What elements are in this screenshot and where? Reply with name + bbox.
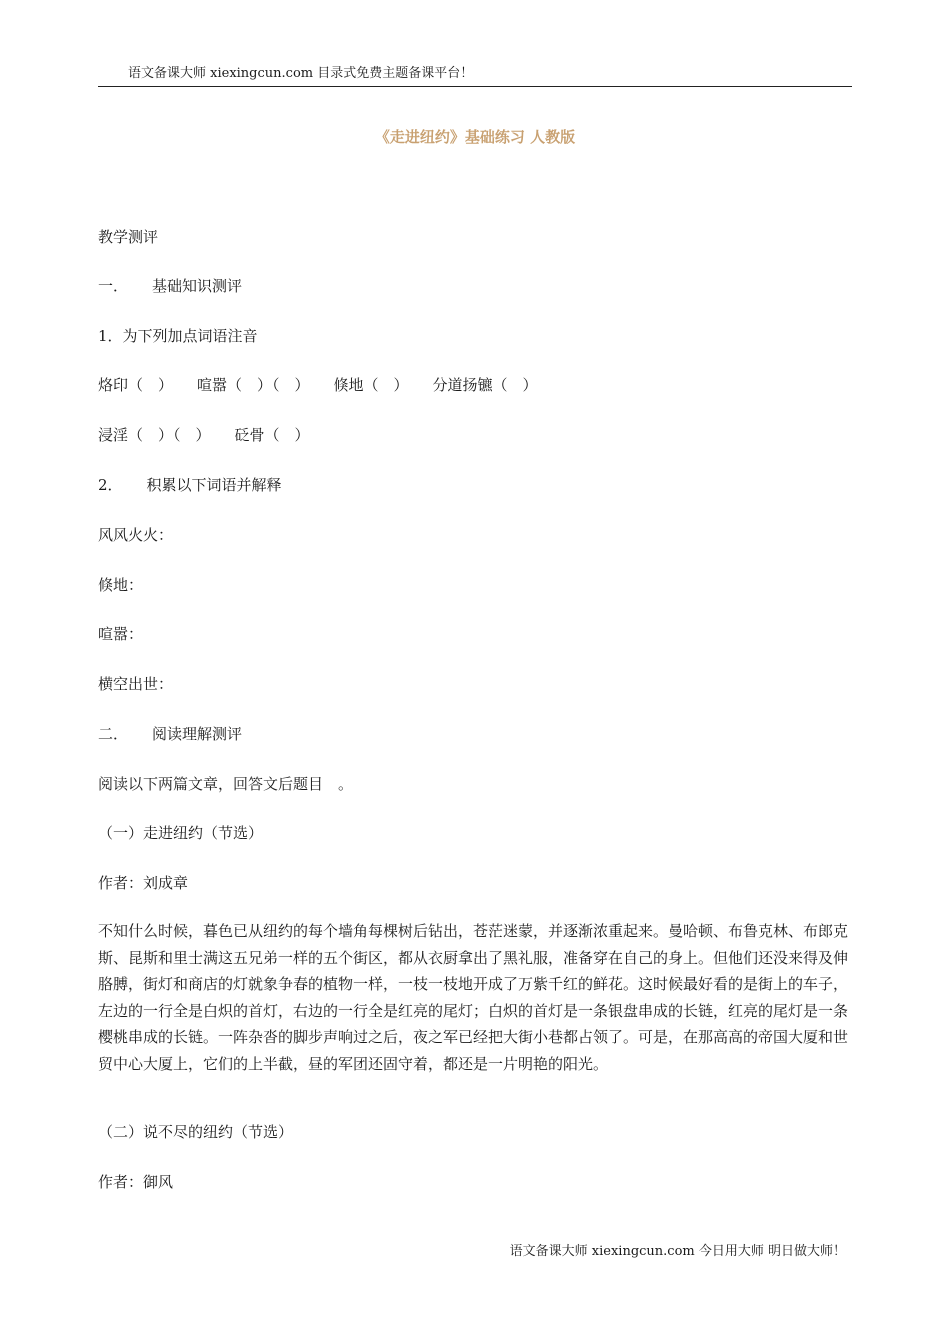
article-2-title: （二）说不尽的纽约（节选）: [98, 1123, 294, 1141]
question-2-title: 积累以下词语并解释: [146, 476, 282, 494]
article-1-title: （一）走进纽约（节选）: [98, 824, 264, 842]
question-2-number: 2．: [98, 476, 123, 494]
header-divider: [98, 86, 852, 87]
section-label: 教学测评: [98, 228, 159, 246]
pinyin-item: 喧嚣（ ）（ ）: [197, 376, 310, 394]
part2-title: 阅读理解测评: [152, 725, 243, 743]
pinyin-item: 倏地（ ）: [333, 376, 409, 394]
article-2-author: 作者：御风: [98, 1173, 174, 1191]
word-item: 喧嚣：: [98, 625, 144, 643]
word-item: 横空出世：: [98, 675, 174, 693]
word-item: 倏地：: [98, 576, 144, 594]
part1-number: 一．: [98, 277, 129, 295]
pinyin-item: 分道扬镳（ ）: [432, 376, 538, 394]
pinyin-item: 砭骨（ ）: [234, 426, 310, 444]
question-1: 1．为下列加点词语注音: [98, 327, 258, 345]
pinyin-item: 浸淫（ ）（ ）: [98, 426, 211, 444]
pinyin-item: 烙印（ ）: [98, 376, 174, 394]
part2-number: 二．: [98, 725, 129, 743]
page-footer: 语文备课大师 xiexingcun.com 今日用大师 明日做大师！: [509, 1244, 846, 1259]
word-item: 风风火火：: [98, 526, 174, 544]
part1-heading: [98, 275, 242, 297]
pinyin-row-1: [98, 374, 538, 396]
page-header: 语文备课大师 xiexingcun.com 目录式免费主题备课平台！: [128, 66, 474, 81]
reading-instruction: 阅读以下两篇文章，回答文后题目 。: [98, 775, 354, 793]
article-1-passage: 不知什么时候，暮色已从纽约的每个墙角每棵树后钻出，苍茫迷蒙，并逐渐浓重起来。曼哈顿、布鲁克林、布郎克斯、昆斯和里士满这五兄弟一样的五个街区，都从衣厨拿出了黑礼服，准备穿在自己的身上。但他们还没来得及伸胳膊，街灯和商店的灯就象争春的植物一样，一枝一枝地开成了万紫千红的鲜花。这时候最好看的是街上的车子，左边的一行全是白炽的首灯，右边的一行全是红亮的尾灯；白炽的首灯是一条银盘串成的长链，红亮的尾灯是一条樱桃串成的长链。一阵杂沓的脚步声响过之后，夜之军已经把大街小巷都占领了。可是，在那高高的帝国大厦和世贸中心大厦上，它们的上半截，昼的军团还固守着，都还是一片明艳的阳光。: [98, 922, 849, 1073]
document-title: 《走进纽约》基础练习 人教版: [374, 128, 576, 146]
part2-heading: [98, 723, 242, 745]
pinyin-row-2: [98, 424, 310, 446]
article-1-author: 作者：刘成章: [98, 874, 189, 892]
part1-title: 基础知识测评: [152, 277, 243, 295]
question-2: [98, 474, 282, 496]
